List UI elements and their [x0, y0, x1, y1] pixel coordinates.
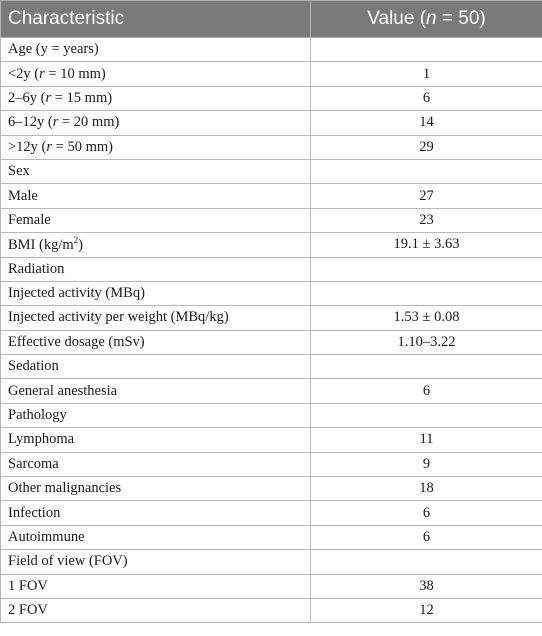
row-label: Male [1, 184, 311, 208]
row-value: 11 [311, 428, 542, 452]
row-label: Infection [1, 501, 311, 525]
row-value [311, 159, 542, 183]
table-row [1, 574, 542, 598]
row-value [311, 38, 542, 62]
table-row [1, 159, 542, 183]
header-row [1, 1, 542, 38]
row-label: 6–12y (r = 20 mm) [1, 111, 311, 135]
table-row [1, 501, 542, 525]
row-value: 18 [311, 477, 542, 501]
row-value: 1 [311, 62, 542, 86]
table-row [1, 208, 542, 232]
row-value: 38 [311, 574, 542, 598]
table-row [1, 306, 542, 330]
row-label: BMI $(kg/m^2)$ [1, 233, 311, 257]
table-row [1, 477, 542, 501]
row-value: 6 [311, 525, 542, 549]
row-value: 19.1 ± 3.63 [311, 233, 542, 257]
table-row [1, 135, 542, 159]
row-label: Radiation [1, 257, 311, 281]
row-value: 14 [311, 111, 542, 135]
row-value: 12 [311, 598, 542, 622]
row-value: 27 [311, 184, 542, 208]
table-row [1, 257, 542, 281]
row-value [311, 550, 542, 574]
row-label: Autoimmune [1, 525, 311, 549]
table-row [1, 452, 542, 476]
row-label: 2–6y (r = 15 mm) [1, 86, 311, 110]
table-row [1, 111, 542, 135]
table-row [1, 281, 542, 305]
row-value: 1.10–3.22 [311, 330, 542, 354]
table-row [1, 550, 542, 574]
row-value [311, 355, 542, 379]
row-label: General anesthesia [1, 379, 311, 403]
table-row [1, 379, 542, 403]
row-label: Sarcoma [1, 452, 311, 476]
row-label: <2y (r = 10 mm) [1, 62, 311, 86]
table-row [1, 525, 542, 549]
row-value [311, 257, 542, 281]
header-value-suffix: = 50) [436, 8, 486, 29]
row-value: 29 [311, 135, 542, 159]
row-value: 23 [311, 208, 542, 232]
row-label: Age (y = years) [1, 38, 311, 62]
row-value: 6 [311, 501, 542, 525]
row-label: Female [1, 208, 311, 232]
row-label: Injected activity per weight (MBq/kg) [1, 306, 311, 330]
row-label: >12y (r = 50 mm) [1, 135, 311, 159]
row-label: Lymphoma [1, 428, 311, 452]
table-row [1, 184, 542, 208]
row-label: Field of view (FOV) [1, 550, 311, 574]
row-value: 6 [311, 86, 542, 110]
row-label: Effective dosage (mSv) [1, 330, 311, 354]
table-row [1, 330, 542, 354]
row-value: 9 [311, 452, 542, 476]
row-value [311, 281, 542, 305]
table-row [1, 598, 542, 622]
row-label: 2 FOV [1, 598, 311, 622]
header-characteristic: Characteristic [1, 1, 311, 38]
row-value [311, 403, 542, 427]
row-label: Pathology [1, 403, 311, 427]
row-label: Sedation [1, 355, 311, 379]
table-row [1, 86, 542, 110]
table-row [1, 38, 542, 62]
table-row [1, 355, 542, 379]
header-value-n: n [426, 8, 437, 29]
header-value [311, 1, 542, 38]
table-row [1, 233, 542, 257]
row-label: Other malignancies [1, 477, 311, 501]
row-value: 1.53 ± 0.08 [311, 306, 542, 330]
row-label: 1 FOV [1, 574, 311, 598]
table-row [1, 428, 542, 452]
header-value-prefix: Value ( [367, 8, 427, 29]
table-row [1, 62, 542, 86]
row-label: Injected activity (MBq) [1, 281, 311, 305]
row-value: 6 [311, 379, 542, 403]
row-label: Sex [1, 159, 311, 183]
table-row [1, 403, 542, 427]
